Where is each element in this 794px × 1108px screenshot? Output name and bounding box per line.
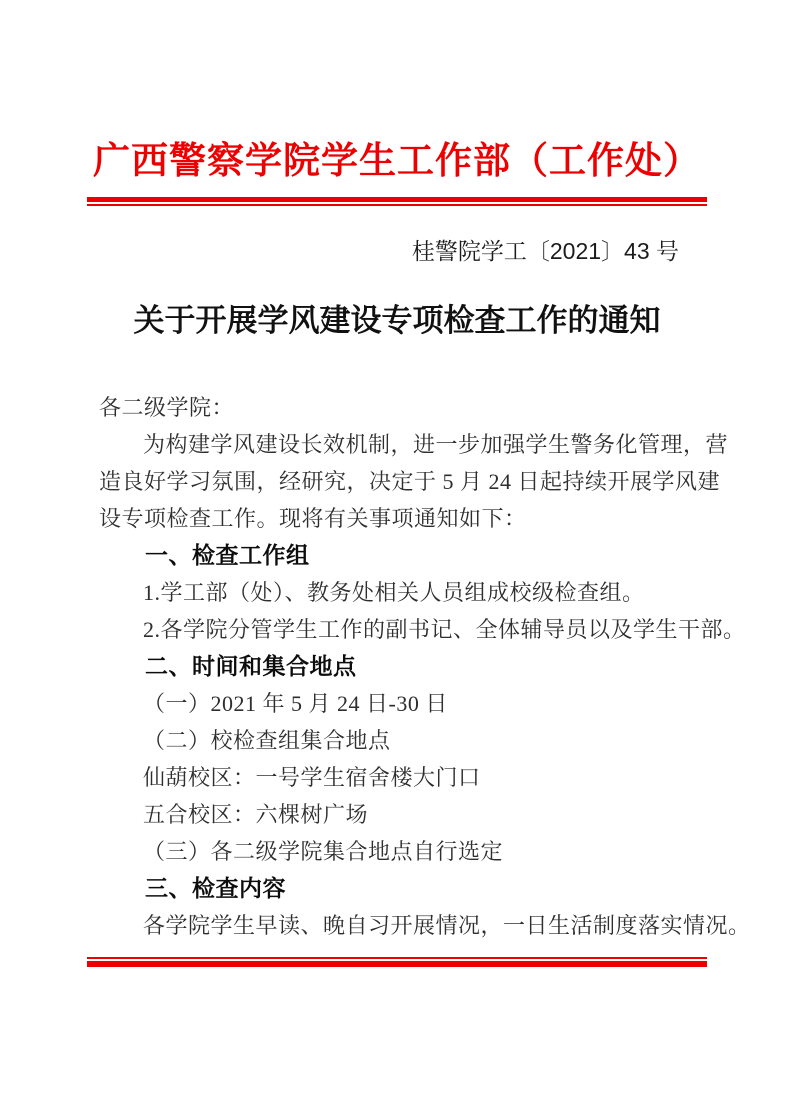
body-line: 仙葫校区：一号学生宿舍楼大门口 [143, 765, 481, 790]
body-line: 五合校区：六棵树广场 [143, 802, 369, 827]
section-heading: 三、检查内容 [145, 875, 286, 901]
section-heading: 一、检查工作组 [145, 542, 310, 568]
body-line: 各二级学院： [99, 395, 235, 420]
section-heading: 二、时间和集合地点 [145, 653, 357, 679]
red-divider-bottom [87, 957, 707, 967]
notice-title: 关于开展学风建设专项检查工作的通知 [133, 303, 661, 338]
masthead-org-title: 广西警察学院学生工作部（工作处） [93, 141, 701, 182]
body-line: 设专项检查工作。现将有关事项通知如下： [99, 506, 527, 531]
body-line: （二）校检查组集合地点 [143, 728, 391, 753]
body-line: （三）各二级学院集合地点自行选定 [143, 839, 504, 864]
body-line: 1.学工部（处）、教务处相关人员组成校级检查组。 [143, 580, 645, 605]
body-line: 2.各学院分管学生工作的副书记、全体辅导员以及学生干部。 [143, 617, 746, 642]
doc-number: 桂警院学工〔2021〕43 号 [411, 238, 679, 264]
body-line: 为构建学风建设长效机制，进一步加强学生警务化管理，营 [143, 432, 729, 457]
body-line: 造良好学习氛围，经研究，决定于 5 月 24 日起持续开展学风建 [99, 469, 721, 494]
red-divider-top [87, 197, 707, 206]
body-line: （一）2021 年 5 月 24 日-30 日 [143, 691, 448, 716]
notice-body [87, 389, 751, 944]
body-line: 各学院学生早读、晚自习开展情况，一日生活制度落实情况。 [143, 913, 751, 938]
